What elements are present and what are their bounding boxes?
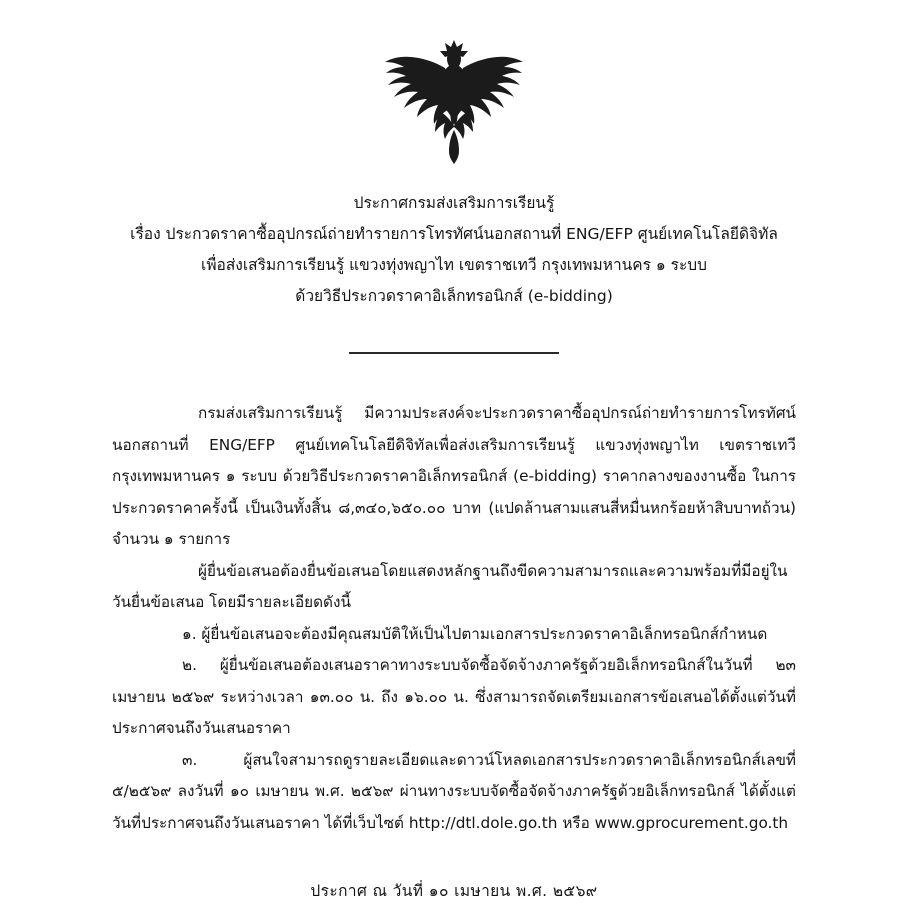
paragraph-item-2: ๒. ผู้ยื่นข้อเสนอต้องเสนอราคาทางระบบจัดซื้อจัดจ้างภาครัฐด้วยอิเล็กทรอนิกส์ในวันที่ ๒๓ เมษายน ๒๕๖๙ ระหว่างเวลา ๑๓.๐๐ น. ถึง ๑๖.๐๐ น. ซึ่งสามารถจัดเตรียมเอกสารข้อเสนอได้ตั้งแต่วันที่ประกาศจนถึงวันเสนอราคา <box>112 656 796 737</box>
document-heading <box>0 188 908 312</box>
garuda-emblem <box>0 0 908 164</box>
document-body <box>112 398 796 839</box>
heading-line-2: เรื่อง ประกวดราคาซื้ออุปกรณ์ถ่ายทำรายการโทรทัศน์นอกสถานที่ ENG/EFP ศูนย์เทคโนโลยีดิจิทัล <box>130 225 778 243</box>
horizontal-rule <box>349 352 559 354</box>
paragraph-qualification-intro: ผู้ยื่นข้อเสนอต้องยื่นข้อเสนอโดยแสดงหลักฐานถึงขีดความสามารถและความพร้อมที่มีอยู่ในวันยื่นข้อเสนอ โดยมีรายละเอียดดังนี้ <box>112 561 788 611</box>
divider <box>0 352 908 354</box>
heading-line-3: เพื่อส่งเสริมการเรียนรู้ แขวงทุ่งพญาไท เขตราชเทวี กรุงเทพมหานคร ๑ ระบบ <box>201 256 707 274</box>
paragraph-item-1: ๑. ผู้ยื่นข้อเสนอจะต้องมีคุณสมบัติให้เป็นไปตามเอกสารประกวดราคาอิเล็กทรอนิกส์กำหนด <box>182 624 768 643</box>
paragraph-intro: กรมส่งเสริมการเรียนรู้ มีความประสงค์จะประกวดราคาซื้ออุปกรณ์ถ่ายทำรายการโทรทัศน์นอกสถานที่ ENG/EFP ศูนย์เทคโนโลยีดิจิทัลเพื่อส่งเสริมการเรียนรู้ แขวงทุ่งพญาไท เขตราชเทวี กรุงเทพมหานคร ๑ ระบบ ด้วยวิธีประกวดราคาอิเล็กทรอนิกส์ (e-bidding) ราคากลางของงานซื้อ ในการประกวดราคาครั้งนี้ เป็นเงินทั้งสิ้น ๘,๓๔๐,๖๕๐.๐๐ บาท (แปดล้านสามแสนสี่หมื่นหกร้อยห้าสิบบาทถ้วน) จำนวน ๑ รายการ <box>112 404 796 548</box>
heading-line-1: ประกาศกรมส่งเสริมการเรียนรู้ <box>353 194 555 212</box>
heading-line-4: ด้วยวิธีประกวดราคาอิเล็กทรอนิกส์ (e-bidding) <box>295 287 613 305</box>
paragraph-item-3: ๓. ผู้สนใจสามารถดูรายละเอียดและดาวน์โหลดเอกสารประกวดราคาอิเล็กทรอนิกส์เลขที่ ๕/๒๕๖๙ ลงวันที่ ๑๐ เมษายน พ.ศ. ๒๕๖๙ ผ่านทางระบบจัดซื้อจัดจ้างภาครัฐด้วยอิเล็กทรอนิกส์ ได้ตั้งแต่วันที่ประกาศจนถึงวันเสนอราคา ได้ที่เว็บไซต์ http://dtl.dole.go.th หรือ www.gprocurement.go.th <box>112 750 796 832</box>
announcement-date: ประกาศ ณ วันที่ ๑๐ เมษายน พ.ศ. ๒๕๖๙ <box>310 882 598 900</box>
